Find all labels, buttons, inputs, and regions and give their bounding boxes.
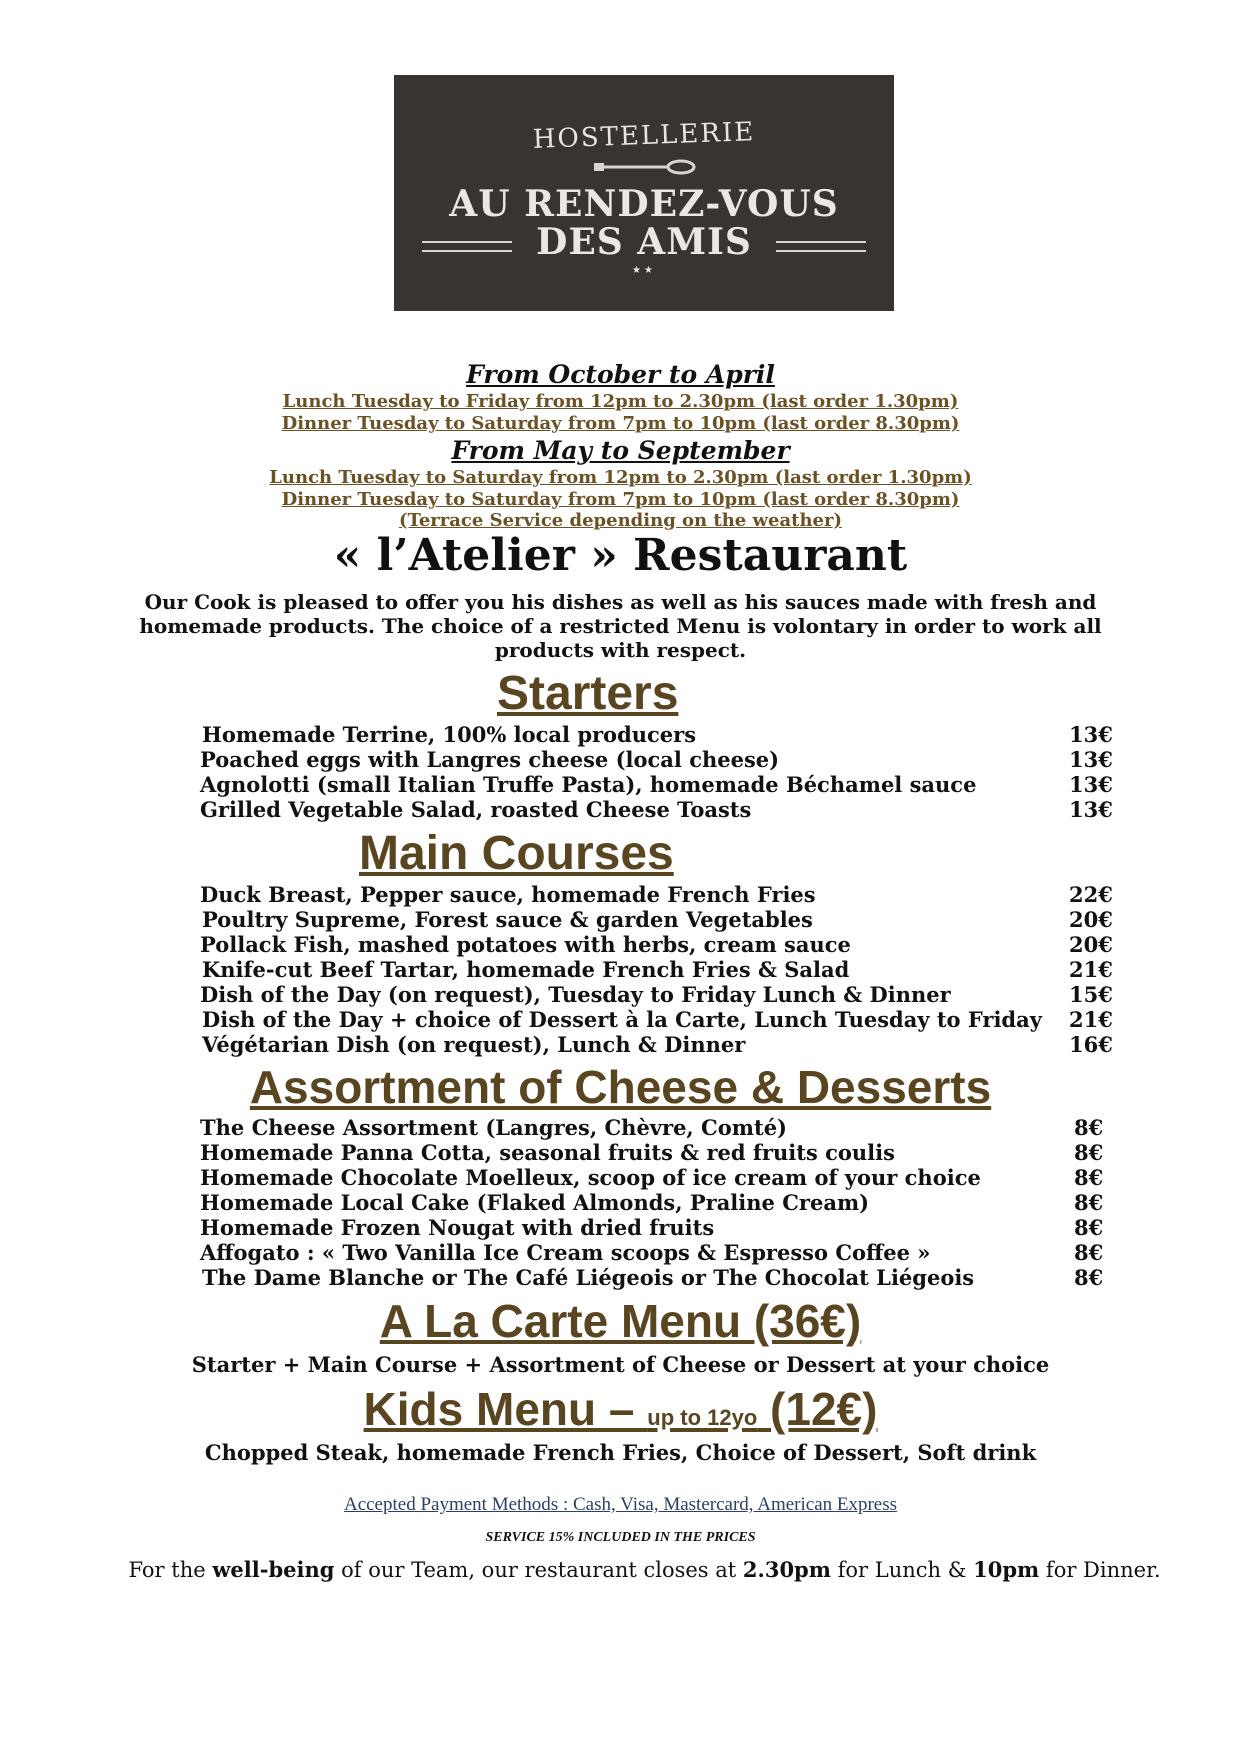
logo-rule-right bbox=[776, 241, 866, 252]
menu-item-price: 8€ bbox=[1074, 1115, 1104, 1140]
closing-dinner-time: 10pm bbox=[973, 1557, 1040, 1582]
menu-item-price: 20€ bbox=[1069, 907, 1113, 932]
closing-text: for Dinner. bbox=[1039, 1558, 1161, 1582]
closing-text-bold: well-being bbox=[212, 1557, 335, 1582]
main-courses-title: Main Courses bbox=[359, 827, 674, 880]
menu-item-price: 8€ bbox=[1074, 1240, 1104, 1265]
a-la-carte-description: Starter + Main Course + Assortment of Cheese or Dessert at your choice bbox=[191, 1352, 1050, 1377]
menu-item: Homemade Terrine, 100% local producers bbox=[202, 722, 697, 747]
kids-menu-title-main: Kids Menu – bbox=[363, 1383, 648, 1435]
kids-menu-title bbox=[0, 1382, 1241, 1436]
menu-item: Duck Breast, Pepper sauce, homemade French Fries bbox=[200, 882, 816, 907]
menu-item: Dish of the Day + choice of Dessert à la Carte, Lunch Tuesday to Friday bbox=[202, 1007, 1042, 1032]
intro-line-3: products with respect. bbox=[494, 638, 747, 662]
summer-dinner-hours: Dinner Tuesday to Saturday from 7pm to 10pm (last order 8.30pm) bbox=[281, 489, 960, 510]
menu-item-price: 8€ bbox=[1074, 1215, 1104, 1240]
closing-hours-note bbox=[24, 1557, 1241, 1582]
intro-line-1: Our Cook is pleased to offer you his dishes as well as his sauces made with fresh and bbox=[144, 590, 1097, 614]
menu-item-price: 13€ bbox=[1069, 722, 1113, 747]
menu-item: Agnolotti (small Italian Truffe Pasta), homemade Béchamel sauce bbox=[200, 772, 977, 797]
menu-item: Poultry Supreme, Forest sauce & garden Vegetables bbox=[202, 907, 813, 932]
menu-item-price: 8€ bbox=[1074, 1165, 1104, 1190]
summer-title: From May to September bbox=[451, 436, 790, 465]
winter-dinner-hours: Dinner Tuesday to Saturday from 7pm to 10pm (last order 8.30pm) bbox=[281, 413, 960, 434]
menu-item-price: 20€ bbox=[1069, 932, 1113, 957]
menu-item-price: 15€ bbox=[1069, 982, 1113, 1007]
terrace-note: (Terrace Service depending on the weather) bbox=[399, 510, 842, 531]
summer-lunch-hours: Lunch Tuesday to Saturday from 12pm to 2.30pm (last order 1.30pm) bbox=[269, 467, 972, 488]
menu-item-price: 21€ bbox=[1069, 1007, 1113, 1032]
menu-item: Homemade Panna Cotta, seasonal fruits & red fruits coulis bbox=[200, 1140, 895, 1165]
closing-text: of our Team, our restaurant closes at bbox=[334, 1558, 743, 1582]
closing-text: for Lunch & bbox=[830, 1558, 974, 1582]
logo-stars: ★★ bbox=[632, 265, 656, 276]
logo-line-1: AU RENDEZ-VOUS bbox=[449, 183, 839, 225]
intro-line-2: homemade products. The choice of a restricted Menu is volontary in order to work all bbox=[139, 614, 1102, 638]
menu-item: Poached eggs with Langres cheese (local cheese) bbox=[200, 747, 780, 772]
menu-item: Knife-cut Beef Tartar, homemade French Fries & Salad bbox=[202, 957, 850, 982]
logo-line-2: DES AMIS bbox=[536, 221, 752, 263]
menu-item-price: 21€ bbox=[1069, 957, 1113, 982]
logo-hostellerie-text: HOSTELLERIE bbox=[532, 117, 756, 155]
kids-menu-age: up to 12yo bbox=[647, 1405, 758, 1430]
winter-lunch-hours: Lunch Tuesday to Friday from 12pm to 2.30pm (last order 1.30pm) bbox=[282, 391, 959, 412]
menu-item-price: 13€ bbox=[1069, 747, 1113, 772]
starters-title: Starters bbox=[497, 667, 679, 720]
menu-item-price: 8€ bbox=[1074, 1265, 1104, 1290]
winter-title: From October to April bbox=[466, 360, 775, 389]
desserts-title: Assortment of Cheese & Desserts bbox=[249, 1061, 992, 1113]
menu-item: Homemade Local Cake (Flaked Almonds, Praline Cream) bbox=[200, 1190, 870, 1215]
menu-item-price: 22€ bbox=[1069, 882, 1113, 907]
menu-item-price: 13€ bbox=[1069, 772, 1113, 797]
menu-item: The Dame Blanche or The Café Liégeois or The Chocolat Liégeois bbox=[202, 1265, 975, 1290]
closing-text: For the bbox=[128, 1558, 213, 1582]
service-note: SERVICE 15% INCLUDED IN THE PRICES bbox=[485, 1530, 756, 1545]
menu-item: Grilled Vegetable Salad, roasted Cheese Toasts bbox=[200, 797, 752, 822]
closing-lunch-time: 2.30pm bbox=[742, 1557, 831, 1582]
a-la-carte-title: A La Carte Menu (36€) bbox=[379, 1295, 862, 1347]
menu-item-price: 16€ bbox=[1069, 1032, 1113, 1057]
restaurant-logo bbox=[394, 75, 894, 311]
payment-methods: Accepted Payment Methods : Cash, Visa, Mastercard, American Express bbox=[343, 1494, 898, 1515]
menu-item: Végétarian Dish (on request), Lunch & Dinner bbox=[202, 1032, 746, 1057]
menu-item: Pollack Fish, mashed potatoes with herbs, cream sauce bbox=[200, 932, 851, 957]
menu-item: Affogato : « Two Vanilla Ice Cream scoops & Espresso Coffee » bbox=[200, 1240, 931, 1265]
menu-item-price: 8€ bbox=[1074, 1190, 1104, 1215]
restaurant-title: « l’Atelier » Restaurant bbox=[333, 530, 908, 581]
menu-item: Homemade Frozen Nougat with dried fruits bbox=[200, 1215, 715, 1240]
menu-item-price: 13€ bbox=[1069, 797, 1113, 822]
menu-item: Homemade Chocolate Moelleux, scoop of ice cream of your choice bbox=[200, 1165, 981, 1190]
menu-item-price: 8€ bbox=[1074, 1140, 1104, 1165]
menu-item: Dish of the Day (on request), Tuesday to Friday Lunch & Dinner bbox=[200, 982, 951, 1007]
spoon-icon bbox=[394, 157, 894, 177]
kids-menu-description: Chopped Steak, homemade French Fries, Choice of Dessert, Soft drink bbox=[204, 1440, 1037, 1465]
menu-item: The Cheese Assortment (Langres, Chèvre, Comté) bbox=[200, 1115, 787, 1140]
kids-menu-price: (12€) bbox=[757, 1383, 878, 1435]
